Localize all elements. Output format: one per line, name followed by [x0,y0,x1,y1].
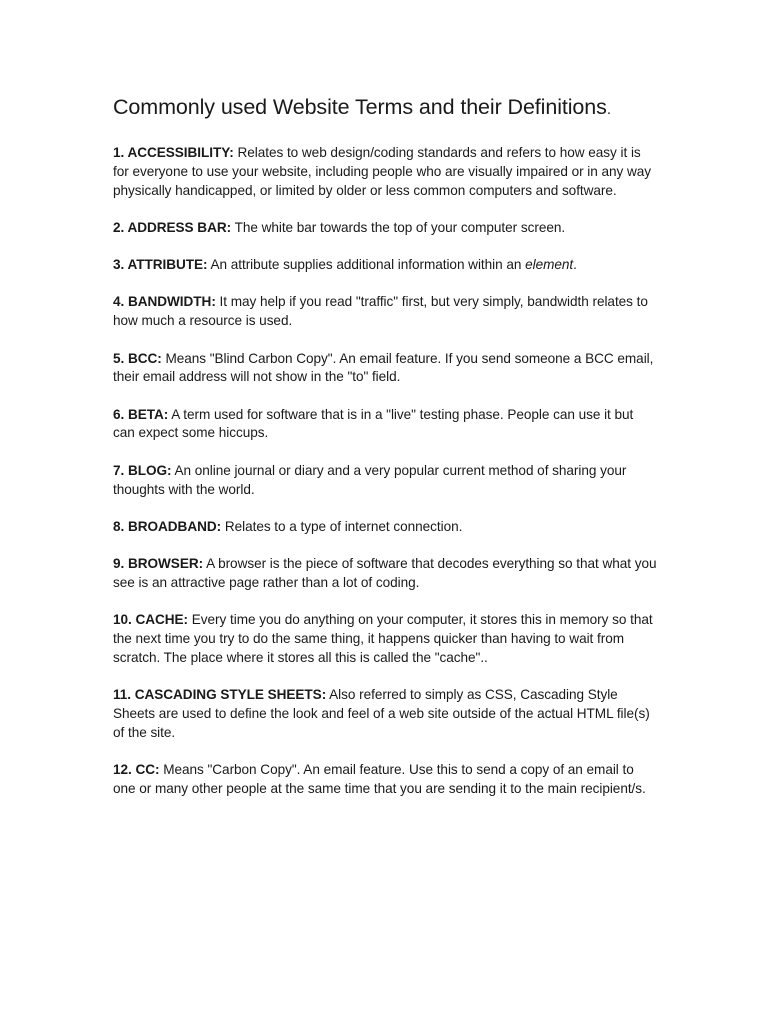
term-attribute [113,256,658,275]
term-heading: 4. BANDWIDTH: [113,294,216,310]
term-heading: 7. BLOG: [113,462,172,478]
term-heading: 1. ACCESSIBILITY: [113,145,234,160]
term-heading: 12. CC: [113,762,160,778]
document-title-period: . [606,101,611,118]
term-bcc [113,350,658,388]
term-definition: An online journal or diary and a very popular current method of sharing your thoughts with the world. [113,462,627,497]
term-definition: It may help if you read "traffic" first, but very simply, bandwidth relates to how much a resource is used. [113,294,648,329]
term-definition-tail: . [573,257,577,273]
term-definition: A term used for software that is in a "live" testing phase. People can use it but can expect some hiccups. [113,406,634,441]
term-cascading-style-sheets [113,686,658,742]
term-heading: 3. ATTRIBUTE: [113,257,208,273]
term-bandwidth [113,293,658,331]
term-heading: 9. BROWSER: [113,556,204,572]
document-title-text: Commonly used Website Terms and their Definitions [113,95,607,119]
term-definition: Relates to a type of internet connection. [224,518,463,534]
term-definition: Also referred to simply as CSS, Cascading Style Sheets are used to define the look and feel of a web site outside of the actual HTML file(s) of the site. [113,687,650,740]
term-cache [113,611,658,667]
term-definition: The white bar towards the top of your computer screen. [234,219,566,235]
term-beta [113,406,658,444]
term-heading: 10. CACHE: [113,612,189,628]
term-heading: 2. ADDRESS BAR: [113,219,232,235]
term-cc [113,761,658,799]
term-definition: Relates to web design/coding standards and refers to how easy it is for everyone to use your website, including people who are visually impaired or in any way physically handicapped, or limited by older or less common computers and software. [113,145,652,198]
term-definition: An attribute supplies additional information within an [210,257,522,273]
document-page [113,93,658,817]
term-browser [113,555,658,593]
term-heading: 8. BROADBAND: [113,518,222,534]
term-definition: Means "Carbon Copy". An email feature. Use this to send a copy of an email to one or many other people at the same time that you are sending it to the main recipient/s. [113,762,646,796]
term-heading: 5. BCC: [113,350,162,366]
term-blog [113,462,658,500]
term-definition: A browser is the piece of software that decodes everything so that what you see is an attractive page rather than a lot of coding. [113,556,657,590]
term-address-bar [113,219,658,238]
term-accessibility [113,144,658,200]
term-definition: Every time you do anything on your computer, it stores this in memory so that the next time you try to do the same thing, it happens quicker than having to wait from scratch. The place where it stores all this is called the "cache".. [113,612,653,665]
document-title [113,93,658,124]
term-broadband [113,518,658,537]
term-definition: Means "Blind Carbon Copy". An email feature. If you send someone a BCC email, their email address will not show in the "to" field. [113,350,654,385]
term-heading: 6. BETA: [113,406,169,422]
term-emphasis: element [525,257,574,273]
term-heading: 11. CASCADING STYLE SHEETS: [113,687,327,703]
